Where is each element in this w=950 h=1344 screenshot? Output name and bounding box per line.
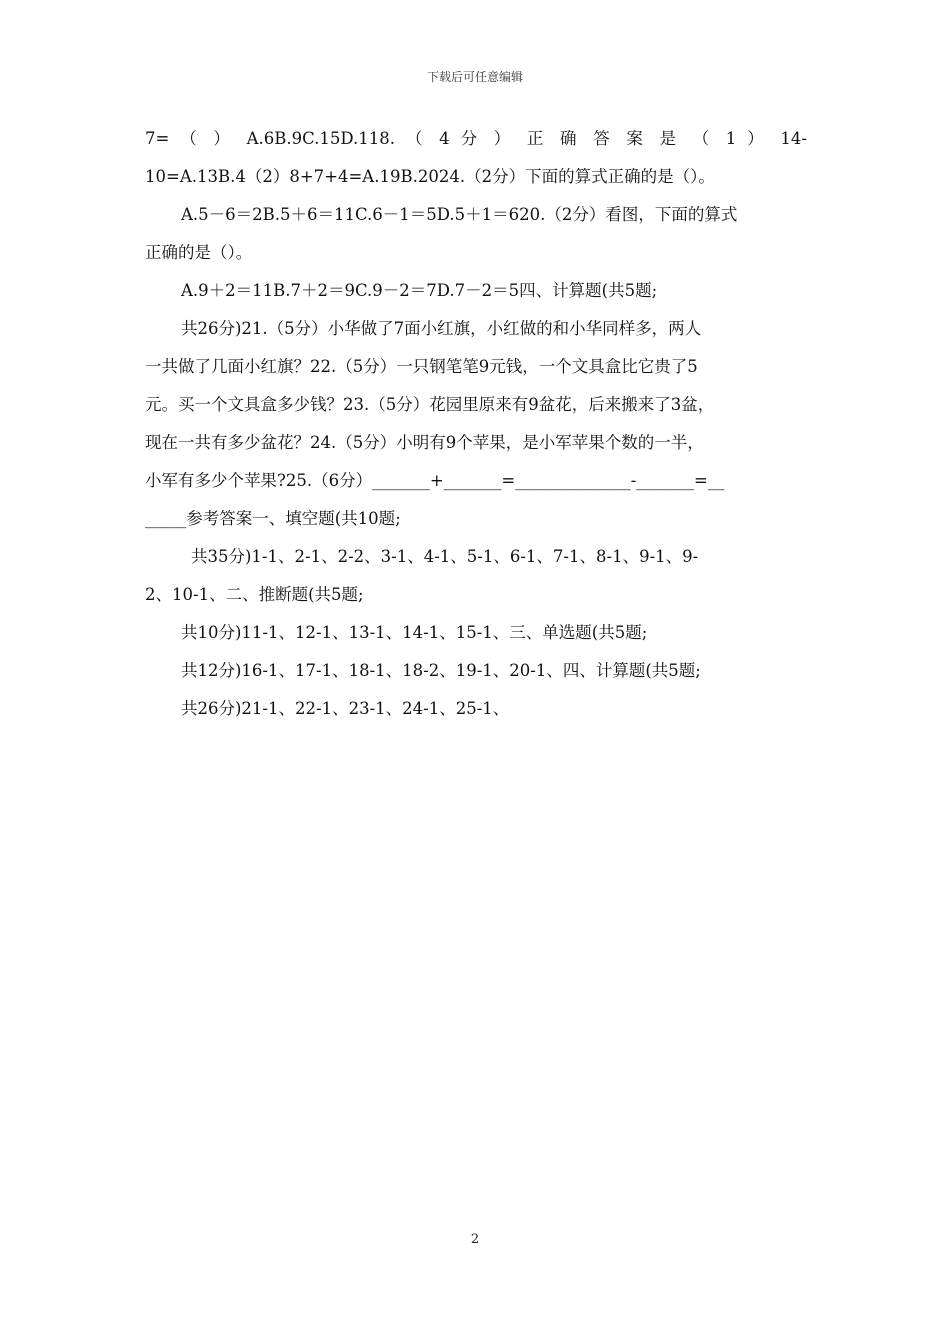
text-line-11: _____参考答案一、填空题(共10题; bbox=[145, 509, 401, 528]
text-line-7: 一共做了几面小红旗？22.（5分）一只钢笔笔9元钱，一个文具盒比它贵了5 bbox=[145, 357, 698, 376]
page-header: 下载后可任意编辑 bbox=[426, 70, 523, 84]
text-line-15: 共12分)16-1、17-1、18-1、18-2、19-1、20-1、四、计算题(共5题; bbox=[181, 661, 701, 680]
document-body bbox=[145, 120, 807, 728]
text-line-5: A.9＋2＝11B.7＋2＝9C.9－2＝7D.7－2＝5四、计算题(共5题; bbox=[181, 281, 658, 300]
text-line-6: 共26分)21.（5分）小华做了7面小红旗，小红做的和小华同样多，两人 bbox=[181, 319, 702, 338]
text-line-1: 7= （ ） A.6B.9C.15D.118. （ 4 分 ） 正 确 答 案 是 （ 1 ） 14- bbox=[145, 129, 807, 148]
text-line-12: 共35分)1-1、2-1、2-2、3-1、4-1、5-1、6-1、7-1、8-1、9-1、9- bbox=[191, 547, 699, 566]
text-line-2: 10=A.13B.4（2）8+7+4=A.19B.2024.（2分）下面的算式正确的是（）。 bbox=[145, 167, 715, 186]
text-line-14: 共10分)11-1、12-1、13-1、14-1、15-1、三、单选题(共5题; bbox=[181, 623, 648, 642]
text-line-3: A.5－6＝2B.5＋6＝11C.6－1＝5D.5＋1＝620.（2分）看图，下面的算式 bbox=[181, 205, 738, 224]
text-line-13: 2、10-1、二、推断题(共5题; bbox=[145, 585, 364, 604]
text-line-4: 正确的是（）。 bbox=[145, 243, 253, 262]
text-line-8: 元。买一个文具盒多少钱？23.（5分）花园里原来有9盆花，后来搬来了3盆， bbox=[145, 395, 715, 414]
page-number: 2 bbox=[470, 1232, 480, 1247]
text-line-16: 共26分)21-1、22-1、23-1、24-1、25-1、 bbox=[181, 699, 510, 718]
text-line-9: 现在一共有多少盆花？24.（5分）小明有9个苹果，是小军苹果个数的一半， bbox=[145, 433, 704, 452]
text-line-10: 小军有多少个苹果?25.（6分）_______+_______=______________-_______=__ bbox=[145, 471, 725, 490]
